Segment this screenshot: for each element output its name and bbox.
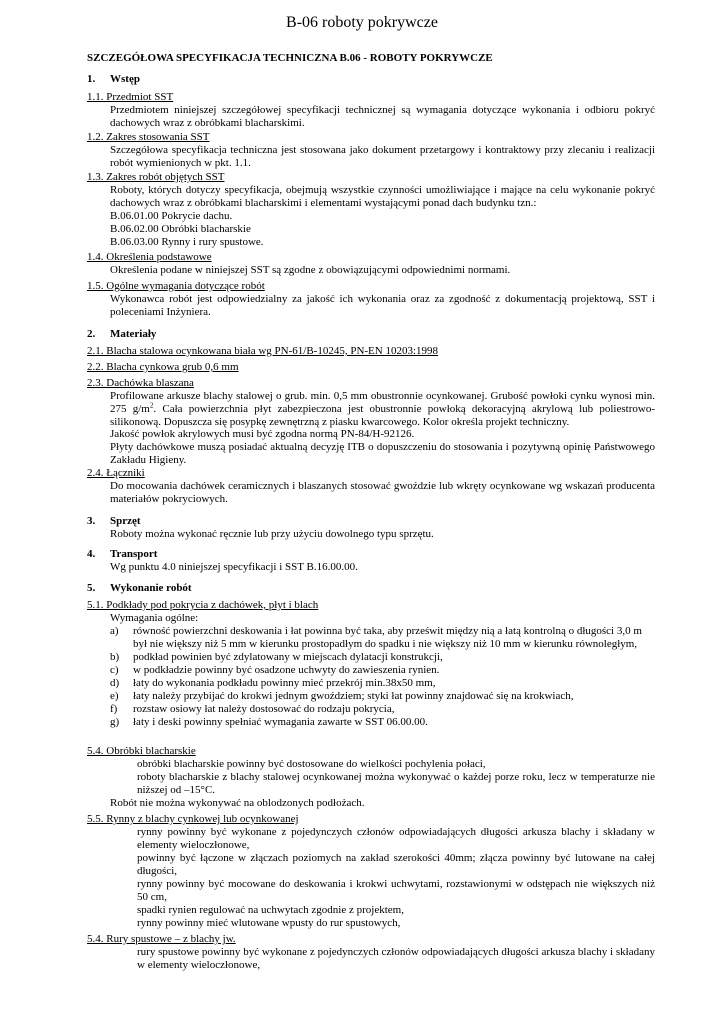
list-marker: e)	[110, 690, 119, 702]
section-heading: Materiały	[110, 328, 157, 340]
paragraph: Robót nie można wykonywać na oblodzonych podłożach.	[110, 797, 365, 809]
paragraph: Jakość powłok akrylowych musi być zgodna normą PN-84/H-92126.	[110, 428, 415, 440]
subsection-heading: 2.1. Blacha stalowa ocynkowana biała wg PN-61/B-10245, PN-EN 10203:1998	[87, 345, 439, 357]
list-item: B.06.02.00 Obróbki blacharskie	[110, 223, 251, 235]
document-title: SZCZEGÓŁOWA SPECYFIKACJA TECHNICZNA B.06 - ROBOTY POKRYWCZE	[87, 52, 493, 64]
section-number: 4.	[87, 548, 96, 560]
paragraph: Płyty dachówkowe muszą posiadać aktualną decyzję ITB o dopuszczeniu do stosowania i pozytywną opinię Państwowego Zakładu Higieny.	[110, 441, 655, 466]
list-item: w podkładzie powinny być osadzone uchwyty do zawieszenia rynien.	[133, 664, 440, 676]
paragraph: Wykonawca robót jest odpowiedzialny za jakość ich wykonania oraz za zgodność z dokumentacją projektową, SST i poleceniami Inżyniera.	[110, 293, 655, 318]
paragraph: rynny powinny być mocowane do deskowania i krokwi uchwytami, rozstawionymi w odstępach nie większych niż 50 cm,	[137, 878, 655, 903]
list-item: B.06.01.00 Pokrycie dachu.	[110, 210, 233, 222]
list-item: równość powierzchni deskowania i łat powinna być taka, aby prześwit między nią a łatą kontrolną o długości 3,0 m był nie większy niż 5 mm w kierunku prostopadłym do spadku i nie większy niż 10 mm w kierunku równoległym,	[133, 625, 642, 650]
subsection-heading: 2.3. Dachówka blaszana	[87, 377, 194, 389]
section-heading: Wstęp	[110, 73, 140, 85]
page-header: B-06 roboty pokrywcze	[286, 14, 438, 31]
section-number: 3.	[87, 515, 96, 527]
list-marker: d)	[110, 677, 120, 689]
list-marker: a)	[110, 625, 119, 637]
section-heading: Transport	[110, 548, 158, 560]
section-heading: Wykonanie robót	[110, 582, 192, 594]
subsection-heading: 2.4. Łączniki	[87, 467, 145, 479]
list-marker: g)	[110, 716, 120, 728]
paragraph: Profilowane arkusze blachy stalowej o grub. min. 0,5 mm obustronnie ocynkowanej. Grubość powłoki cynku wynosi min. 275 $g/m^2$. Cała powierzchnia płyt zabezpieczona jest obustronnie powłoką dekoracyjną akrylową lub poliestrowo-silikonową. Dopuszcza się posypkę zewnętrzną z piasku kwarcowego. Kolor określa projekt techniczny.	[110, 390, 655, 428]
paragraph: rury spustowe powinny być wykonane z pojedynczych członów odpowiadających długości arkusza blachy i składany w elementy wieloczłonowe,	[137, 946, 655, 971]
list-item: podkład powinien być zdylatowany w miejscach dylatacji konstrukcji,	[133, 651, 443, 663]
subsection-heading: 1.4. Określenia podstawowe	[87, 251, 212, 263]
section-number: 2.	[87, 328, 96, 340]
paragraph: Do mocowania dachówek ceramicznych i blaszanych stosować gwoździe lub wkręty ocynkowane wg wskazań producenta materiałów pokryciowych.	[110, 480, 655, 505]
subsection-heading: 2.2. Blacha cynkowa grub 0,6 mm	[87, 361, 239, 373]
paragraph: spadki rynien regulować na uchwytach zgodnie z projektem,	[137, 904, 404, 916]
paragraph: Roboty można wykonać ręcznie lub przy użyciu dowolnego typu sprzętu.	[110, 528, 434, 540]
subsection-heading: 5.4. Rury spustowe – z blachy jw.	[87, 933, 236, 945]
list-marker: f)	[110, 703, 118, 715]
paragraph: roboty blacharskie z blachy stalowej ocynkowanej można wykonywać o każdej porze roku, lecz w temperaturze nie niższej od –15°C.	[137, 771, 655, 796]
paragraph: obróbki blacharskie powinny być dostosowane do wielkości pochylenia połaci,	[137, 758, 486, 770]
subsection-heading: 5.5. Rynny z blachy cynkowej lub ocynkowanej	[87, 813, 299, 825]
list-item: łaty i deski powinny spełniać wymagania zawarte w SST 06.00.00.	[133, 716, 428, 728]
paragraph: Określenia podane w niniejszej SST są zgodne z obowiązującymi odpowiednimi normami.	[110, 264, 511, 276]
paragraph: Przedmiotem niniejszej szczegółowej specyfikacji technicznej są wymagania dotyczące wykonania i odbioru pokryć dachowych wraz z obróbkami blacharskimi.	[110, 104, 655, 129]
list-marker: c)	[110, 664, 119, 676]
subsection-heading: 1.2. Zakres stosowania SST	[87, 131, 210, 143]
paragraph: rynny powinny być wykonane z pojedynczych członów odpowiadających długości arkusza blachy i składany w elementy wieloczłonowe,	[137, 826, 655, 851]
paragraph: powinny być łączone w złączach poziomych na zakład szerokości 40mm; złącza powinny być lutowane na całej długości,	[137, 852, 655, 877]
list-marker: b)	[110, 651, 120, 663]
section-number: 1.	[87, 73, 96, 85]
subsection-heading: 1.1. Przedmiot SST	[87, 91, 174, 103]
paragraph: Wymagania ogólne:	[110, 612, 199, 624]
list-item: łaty należy przybijać do krokwi jednym gwoździem; styki łat powinny znajdować się na krokwiach,	[133, 690, 574, 702]
paragraph: Wg punktu 4.0 niniejszej specyfikacji i SST B.16.00.00.	[110, 561, 358, 573]
subsection-heading: 1.5. Ogólne wymagania dotyczące robót	[87, 280, 265, 292]
paragraph: Szczegółowa specyfikacja techniczna jest stosowana jako dokument przetargowy i kontraktowy przy zlecaniu i realizacji robót wymienionych w pkt. 1.1.	[110, 144, 655, 169]
paragraph: rynny powinny mieć wlutowane wpusty do rur spustowych,	[137, 917, 401, 929]
subsection-heading: 1.3. Zakres robót objętych SST	[87, 171, 225, 183]
section-heading: Sprzęt	[110, 515, 141, 527]
list-item: rozstaw osiowy łat należy dostosować do rodzaju pokrycia,	[133, 703, 395, 715]
superscript: 2	[149, 401, 154, 410]
paragraph: Roboty, których dotyczy specyfikacja, obejmują wszystkie czynności umożliwiające i mające na celu wykonanie pokryć dachowych wraz z obróbkami blacharskimi i elementami wystającymi ponad dach budynku tzn.:	[110, 184, 655, 209]
subsection-heading: 5.1. Podkłady pod pokrycia z dachówek, płyt i blach	[87, 599, 319, 611]
list-item: łaty do wykonania podkładu powinny mieć przekrój min.38x50 mm,	[133, 677, 436, 689]
section-number: 5.	[87, 582, 96, 594]
list-item: B.06.03.00 Rynny i rury spustowe.	[110, 236, 264, 248]
subsection-heading: 5.4. Obróbki blacharskie	[87, 745, 196, 757]
